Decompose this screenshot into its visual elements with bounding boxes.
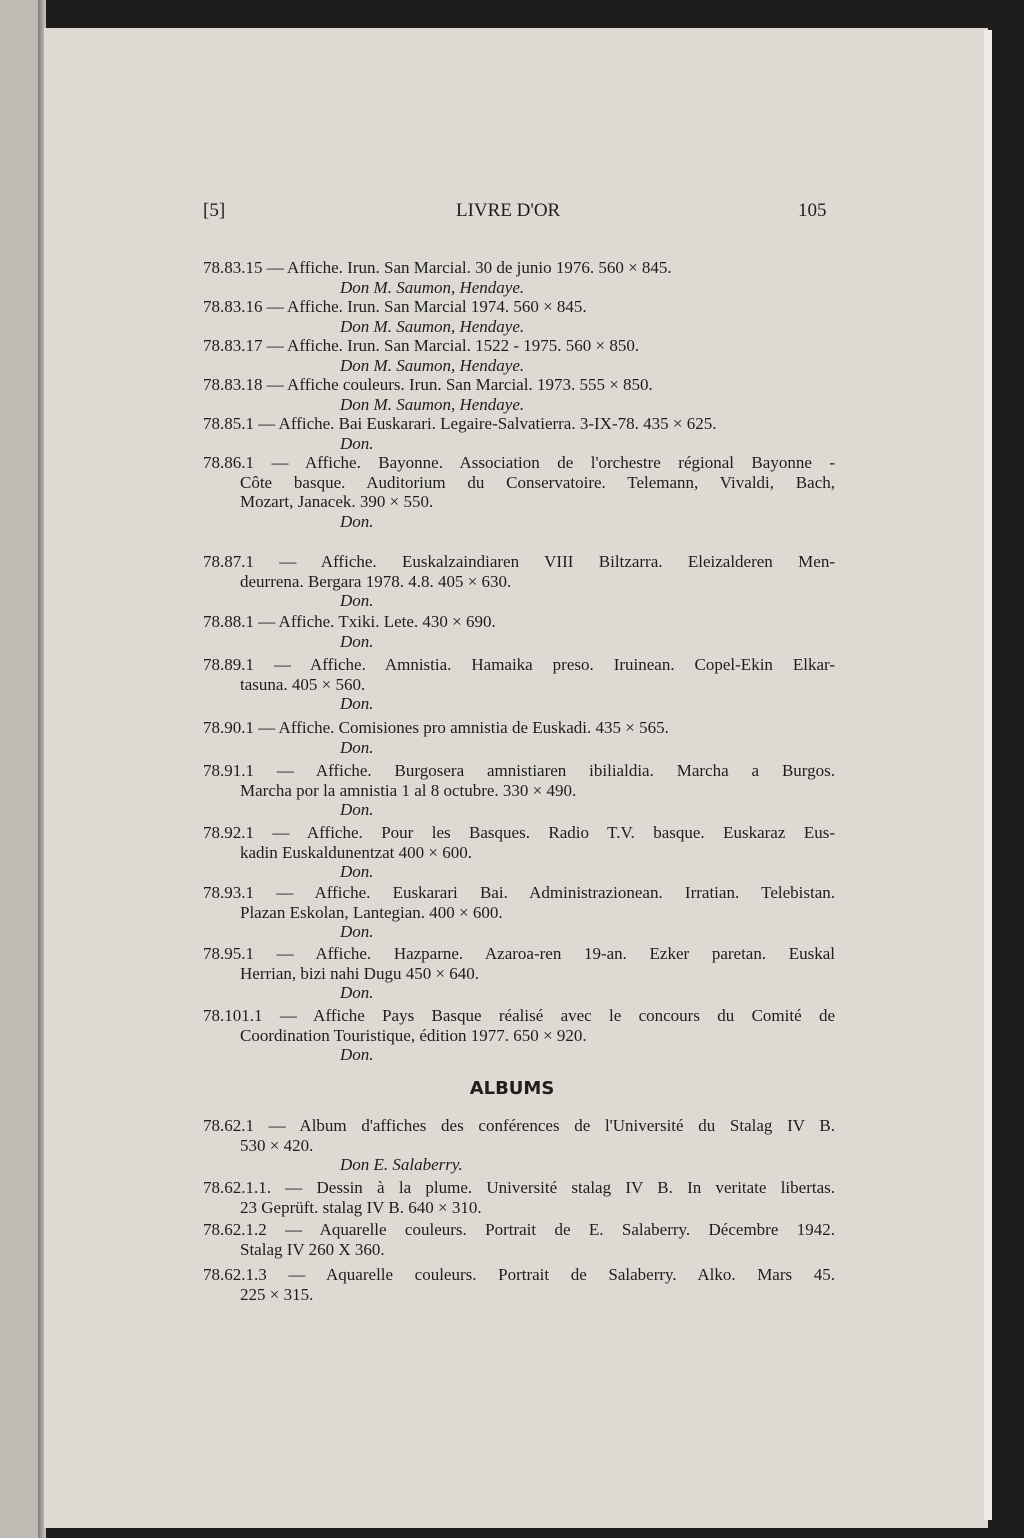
header-section-number: [5] [203,200,226,221]
entry-continuation: Stalag IV 260 X 360. [240,1239,385,1259]
entry-continuation: 530 × 420. [240,1135,314,1155]
catalog-entry [203,1006,835,1065]
entry-continuation: deurrena. Bergara 1978. 4.8. 405 × 630. [240,571,512,591]
catalog-entry [203,258,835,297]
entry-text: 78.88.1 — Affiche. Txiki. Lete. 430 × 690. [203,612,496,631]
donor-line: Don. [340,862,374,881]
donor-line: Don. [340,1045,374,1064]
section-heading-albums: ALBUMS [469,1078,555,1099]
donor-line: Don. [340,631,374,651]
catalog-entry [203,718,835,757]
catalog-entry [203,1116,835,1175]
entry-text: 78.90.1 — Affiche. Comisiones pro amnistia de Euskadi. 435 × 565. [203,718,669,737]
page-edge [984,30,992,1520]
catalog-entry [203,297,835,336]
donor-line: Don. [340,800,374,819]
catalog-entry [203,336,835,375]
entry-continuation: 225 × 315. [240,1284,314,1304]
entry-continuation: Côte basque. Auditorium du Conservatoire. Telemann, Vivaldi, Bach, [240,472,835,492]
facing-page-edge [0,0,40,1538]
entry-text: 78.83.17 — Affiche. Irun. San Marcial. 1522 - 1975. 560 × 850. [203,336,640,355]
page-number: 105 [798,200,827,221]
donor-line: Don M. Saumon, Hendaye. [340,277,525,297]
entry-text: 78.62.1.2 — Aquarelle couleurs. Portrait de E. Salaberry. Décembre 1942. [203,1220,835,1239]
entry-continuation: kadin Euskaldunentzat 400 × 600. [240,842,472,862]
catalog-entry [203,944,835,1003]
header-title: LIVRE D'OR [456,200,561,221]
donor-line: Don. [340,694,374,713]
entry-text: 78.93.1 — Affiche. Euskarari Bai. Administrazionean. Irratian. Telebistan. [203,883,835,902]
catalog-entry [203,1178,835,1217]
donor-line: Don. [340,983,374,1002]
entry-continuation: Mozart, Janacek. 390 × 550. [240,492,434,511]
entry-text: 78.89.1 — Affiche. Amnistia. Hamaika preso. Iruinean. Copel-Ekin Elkar- [203,655,835,674]
catalog-entry [203,823,835,882]
donor-line: Don M. Saumon, Hendaye. [340,316,525,336]
catalog-entry [203,655,835,714]
entry-continuation: Coordination Touristique, édition 1977. 650 × 920. [240,1025,587,1045]
donor-line: Don M. Saumon, Hendaye. [340,355,525,375]
catalog-entry [203,761,835,820]
entry-text: 78.101.1 — Affiche Pays Basque réalisé avec le concours du Comité de [203,1006,835,1025]
donor-line: Don. [340,922,374,941]
entry-text: 78.83.18 — Affiche couleurs. Irun. San Marcial. 1973. 555 × 850. [203,375,653,394]
catalog-entry [203,552,835,611]
entry-text: 78.87.1 — Affiche. Euskalzaindiaren VIII Biltzarra. Eleizalderen Men- [203,552,835,571]
catalog-entry [203,414,835,453]
entry-text: 78.62.1.1. — Dessin à la plume. Université stalag IV B. In veritate libertas. [203,1178,835,1197]
catalog-entry [203,453,835,531]
entry-text: 78.86.1 — Affiche. Bayonne. Association de l'orchestre régional Bayonne - [203,453,835,472]
entry-text: 78.91.1 — Affiche. Burgosera amnistiaren ibilialdia. Marcha a Burgos. [203,761,835,780]
catalog-entry [203,612,835,651]
entry-text: 78.92.1 — Affiche. Pour les Basques. Radio T.V. basque. Euskaraz Eus- [203,823,835,842]
entry-text: 78.83.15 — Affiche. Irun. San Marcial. 30 de junio 1976. 560 × 845. [203,258,672,277]
donor-line: Don. [340,737,374,757]
entry-text: 78.85.1 — Affiche. Bai Euskarari. Legaire-Salvatierra. 3-IX-78. 435 × 625. [203,414,717,433]
donor-line: Don. [340,591,374,610]
entry-text: 78.83.16 — Affiche. Irun. San Marcial 1974. 560 × 845. [203,297,587,316]
entry-continuation: Plazan Eskolan, Lantegian. 400 × 600. [240,902,503,922]
donor-line: Don. [340,511,374,531]
entry-continuation: 23 Geprüft. stalag IV B. 640 × 310. [240,1197,482,1217]
donor-line: Don. [340,433,374,453]
catalog-entry [203,375,835,414]
catalog-entry [203,883,835,942]
entry-text: 78.95.1 — Affiche. Hazparne. Azaroa-ren 19-an. Ezker paretan. Euskal [203,944,835,963]
donor-line: Don M. Saumon, Hendaye. [340,394,525,414]
catalog-entry [203,1265,835,1304]
entry-text: 78.62.1 — Album d'affiches des conférences de l'Université du Stalag IV B. [203,1116,835,1135]
catalog-entry [203,1220,835,1259]
entry-text: 78.62.1.3 — Aquarelle couleurs. Portrait de Salaberry. Alko. Mars 45. [203,1265,835,1284]
entry-continuation: Marcha por la amnistia 1 al 8 octubre. 330 × 490. [240,780,577,800]
entry-continuation: tasuna. 405 × 560. [240,674,366,694]
entry-continuation: Herrian, bizi nahi Dugu 450 × 640. [240,963,480,983]
donor-line: Don E. Salaberry. [340,1155,463,1174]
